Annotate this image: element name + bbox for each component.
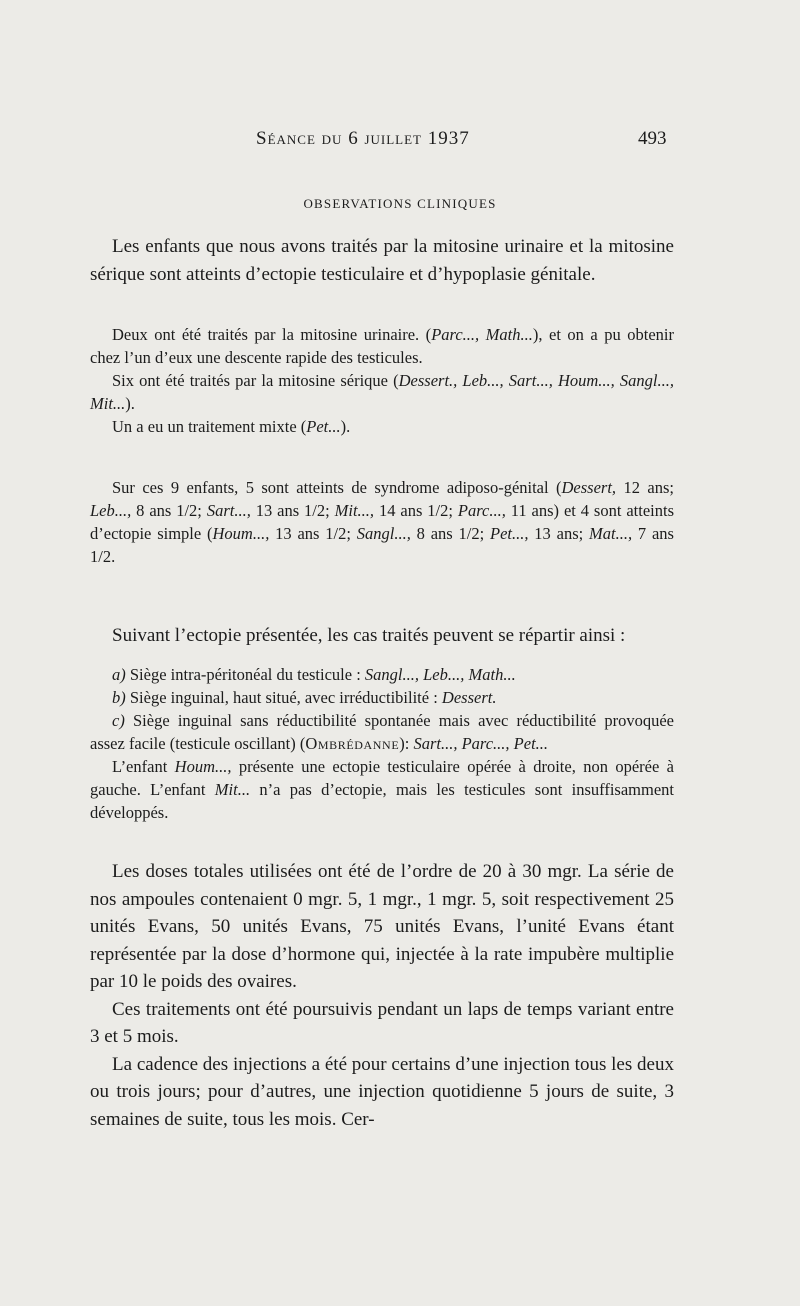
running-head-prefix: Séance du: [256, 128, 349, 149]
classification-block: [90, 663, 674, 824]
paragraph-remarks: L’enfant Houm..., présente une ectopie testiculaire opérée à droite, non opérée à gauche. L’enfant Mit... n’a pas d’ectopie, mais les testicules sont insuffisamment développés.: [90, 757, 674, 822]
doses-block: [90, 858, 674, 1133]
paragraph-serum: Six ont été traités par la mitosine sérique (Dessert., Leb..., Sart..., Houm..., Sangl..., Mit...).: [90, 371, 674, 413]
cases-block: [90, 323, 674, 438]
paragraph-cadence: La cadence des injections a été pour certains d’une injection tous les deux ou trois jours; pour d’autres, une injection quotidienne 5 jours de suite, 3 semaines de suite, tous les mois. Cer-: [90, 1053, 674, 1130]
paragraph-doses: Les doses totales utilisées ont été de l’ordre de 20 à 30 mgr. La série de nos ampoules contenaient 0 mgr. 5, 1 mgr., 1 mgr. 5, soit respectivement 25 unités Evans, 50 unités Evans, 75 unités Evans, l’unité Evans étant représentée par la dose d’hormone qui, injectée à la rate impubère multiplie par 10 le poids des ovaires.: [90, 861, 674, 992]
running-head-date: 6 juillet 1937: [348, 128, 470, 149]
running-head: [256, 128, 470, 150]
intro-block: [90, 233, 674, 288]
item-a: a) Siège intra-péritonéal du testicule : Sangl..., Leb..., Math...: [112, 665, 516, 684]
paragraph-urinary: Deux ont été traités par la mitosine urinaire. (Parc..., Math...), et on a pu obtenir chez l’un d’eux une descente rapide des testicules.: [90, 325, 675, 367]
paragraph-intro: Les enfants que nous avons traités par la mitosine urinaire et la mitosine sérique sont atteints d’ectopie testiculaire et d’hypoplasie génitale.: [90, 236, 674, 285]
paragraph-mixed: Un a eu un traitement mixte (Pet...).: [112, 417, 351, 436]
paragraph-distribution: Suivant l’ectopie présentée, les cas traités peuvent se répartir ainsi :: [112, 625, 626, 646]
section-title: OBSERVATIONS CLINIQUES: [303, 196, 497, 211]
paragraph-duration: Ces traitements ont été poursuivis pendant un laps de temps variant entre 3 et 5 mois.: [90, 998, 674, 1047]
page-number: 493: [638, 128, 667, 149]
ages-block: [90, 476, 674, 568]
paragraph-ages: Sur ces 9 enfants, 5 sont atteints de syndrome adiposo-génital (Dessert, 12 ans; Leb..., 8 ans 1/2; Sart..., 13 ans 1/2; Mit..., 14 ans 1/2; Parc..., 11 ans) et 4 sont atteints d’ectopie simple (Houm..., 13 ans 1/2; Sangl..., 8 ans 1/2; Pet..., 13 ans; Mat..., 7 ans 1/2.: [90, 478, 674, 566]
distribution-block: [90, 622, 674, 650]
item-c: c) Siège inguinal sans réductibilité spontanée mais avec réductibilité provoquée assez facile (testicule oscillant) (Ombrédanne): Sart..., Parc..., Pet...: [90, 711, 674, 753]
item-b: b) Siège inguinal, haut situé, avec irréductibilité : Dessert.: [112, 688, 497, 707]
